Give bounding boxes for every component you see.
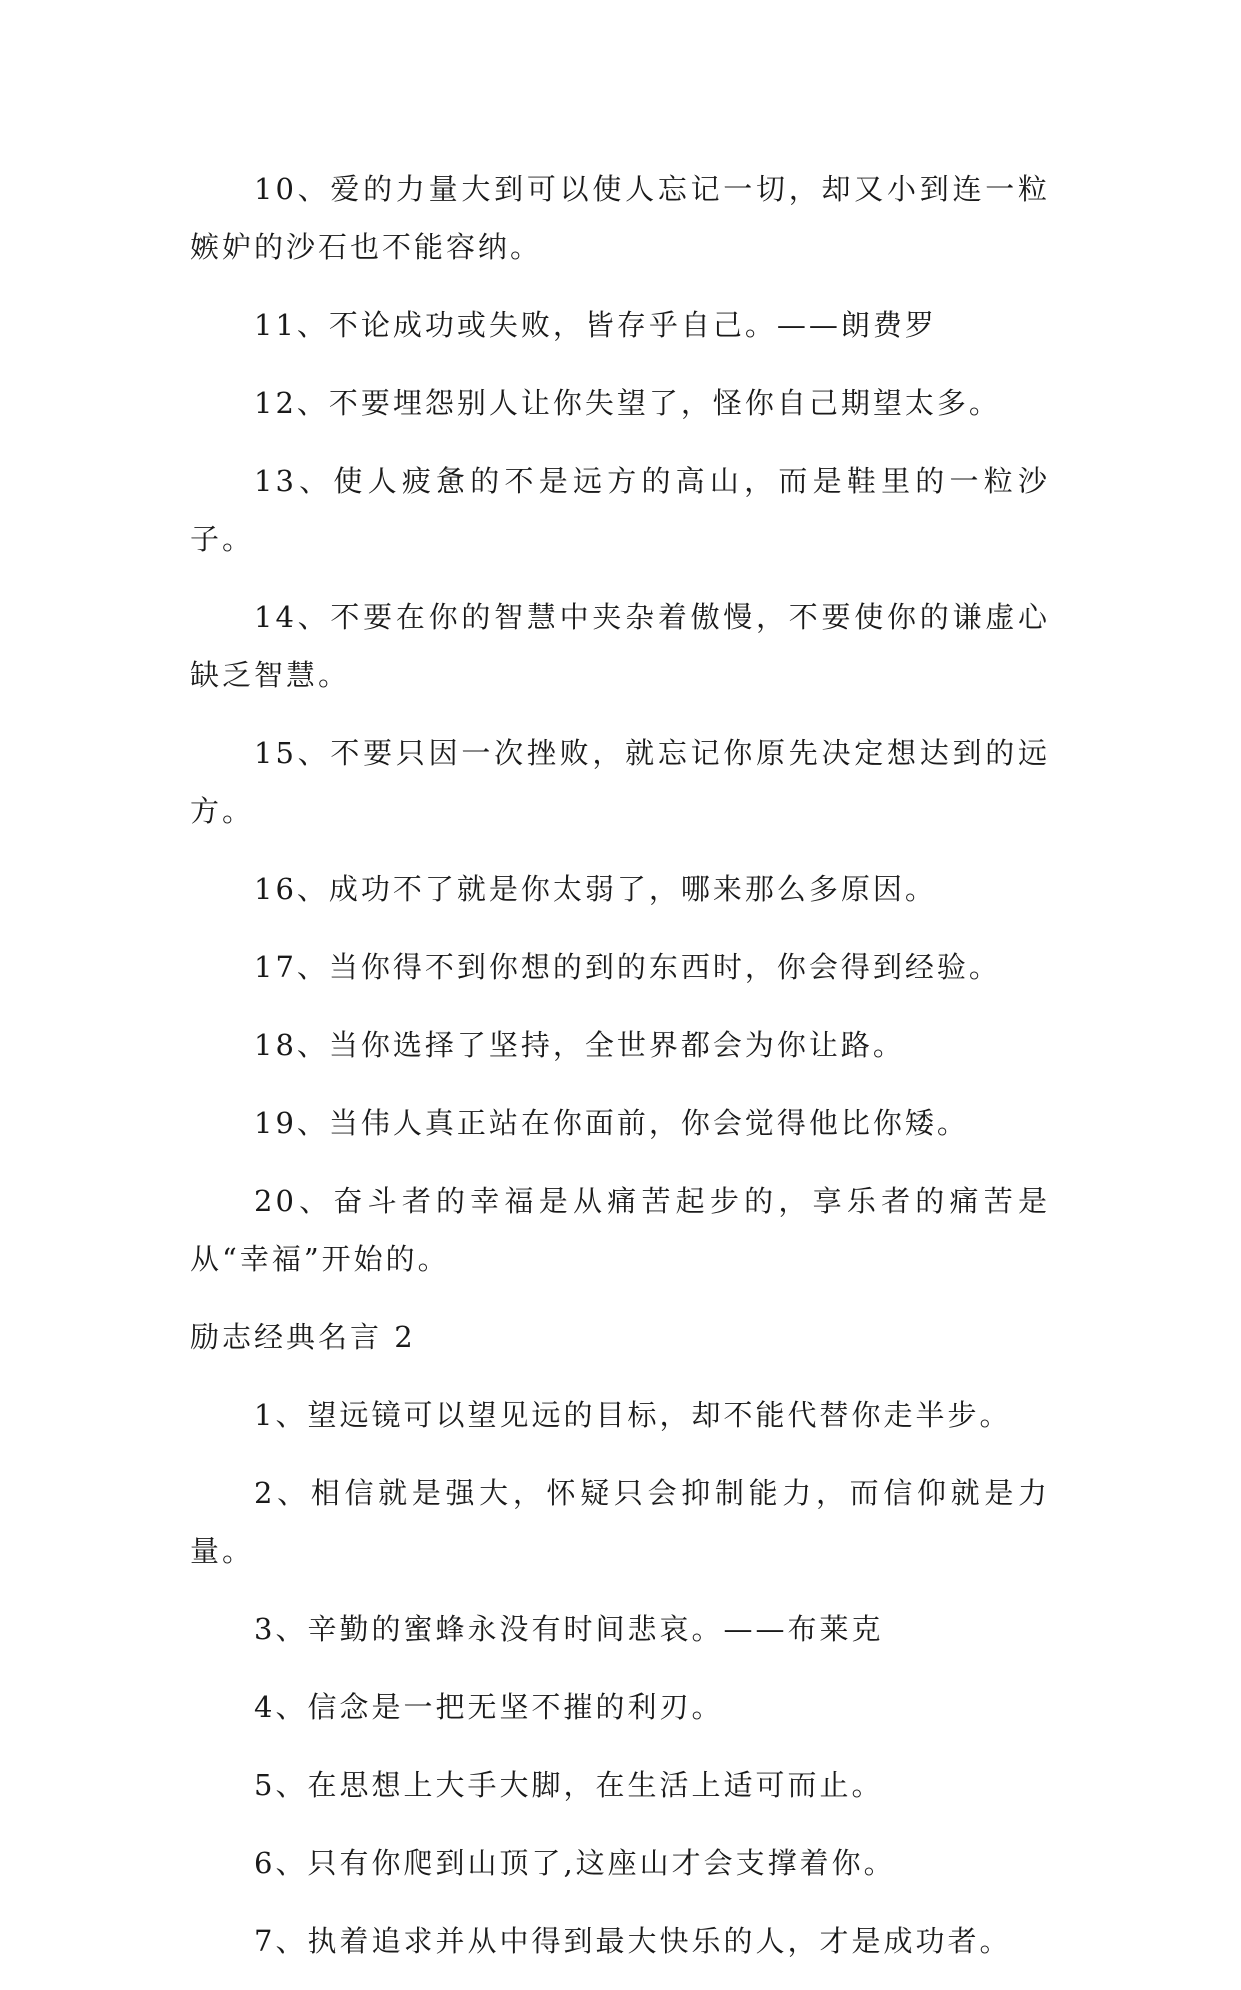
- quote-paragraph: 11、不论成功或失败，皆存乎自己。——朗费罗: [254, 308, 937, 342]
- quote-paragraph: 16、成功不了就是你太弱了，哪来那么多原因。: [254, 872, 937, 906]
- quote-paragraph: 13、使人疲惫的不是远方的高山，而是鞋里的一粒沙子。: [190, 464, 1050, 556]
- quote-paragraph: 19、当伟人真正站在你面前，你会觉得他比你矮。: [254, 1106, 969, 1140]
- quote-paragraph: 5、在思想上大手大脚，在生活上适可而止。: [254, 1768, 884, 1802]
- quote-paragraph: 6、只有你爬到山顶了,这座山才会支撑着你。: [254, 1846, 896, 1880]
- quote-paragraph: 3、辛勤的蜜蜂永没有时间悲哀。——布莱克: [254, 1612, 884, 1646]
- section-heading: 励志经典名言 2: [190, 1320, 416, 1354]
- quote-paragraph: 20、奋斗者的幸福是从痛苦起步的，享乐者的痛苦是从“幸福”开始的。: [190, 1184, 1050, 1276]
- quote-paragraph: 14、不要在你的智慧中夹杂着傲慢，不要使你的谦虚心缺乏智慧。: [190, 600, 1050, 692]
- document-page: [190, 160, 1050, 1990]
- quote-paragraph: 12、不要埋怨别人让你失望了，怪你自己期望太多。: [254, 386, 1001, 420]
- quote-paragraph: 18、当你选择了坚持，全世界都会为你让路。: [254, 1028, 905, 1062]
- quote-paragraph: 2、相信就是强大，怀疑只会抑制能力，而信仰就是力量。: [190, 1476, 1050, 1568]
- quote-paragraph: 17、当你得不到你想的到的东西时，你会得到经验。: [254, 950, 1001, 984]
- quote-paragraph: 10、爱的力量大到可以使人忘记一切，却又小到连一粒嫉妒的沙石也不能容纳。: [190, 172, 1050, 264]
- quote-paragraph: 4、信念是一把无坚不摧的利刃。: [254, 1690, 724, 1724]
- quote-paragraph: 15、不要只因一次挫败，就忘记你原先决定想达到的远方。: [190, 736, 1050, 828]
- quote-paragraph: 1、望远镜可以望见远的目标，却不能代替你走半步。: [254, 1398, 1012, 1432]
- quote-paragraph: 7、执着追求并从中得到最大快乐的人，才是成功者。: [254, 1924, 1012, 1958]
